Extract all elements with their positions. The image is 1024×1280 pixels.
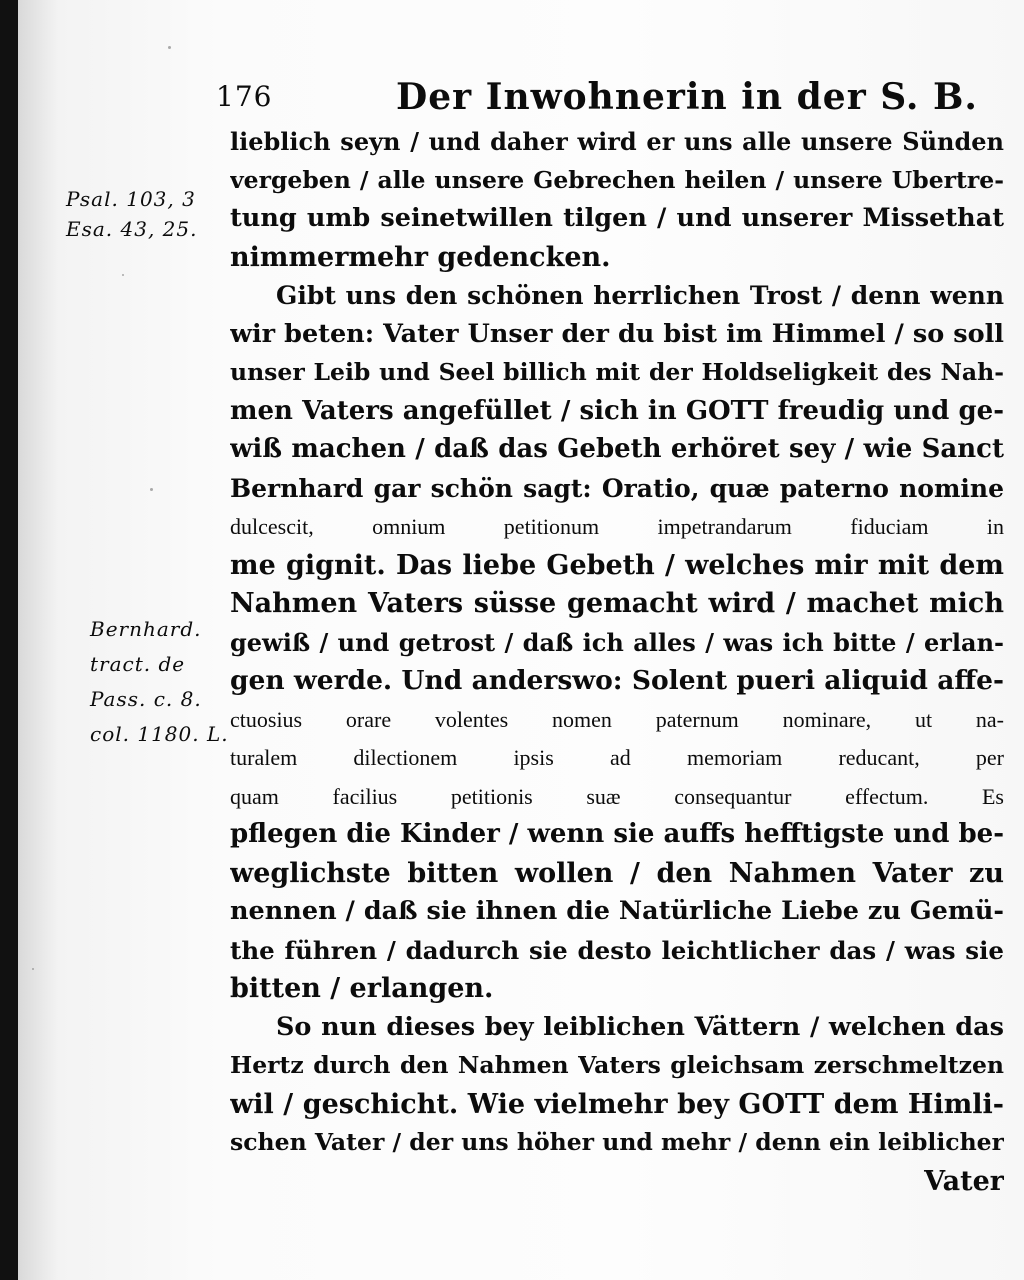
latin-quote-line: turalem dilectionem ipsis ad memoriam reducant, per bbox=[230, 745, 1004, 770]
text-line: gen werde. Und anderswo: Solent pueri aliquid affe- bbox=[230, 665, 1004, 696]
latin-quote-line: quam facilius petitionis suæ consequantur effectum. Es bbox=[230, 783, 1004, 809]
text-line: pflegen die Kinder / wenn sie auffs hefftigste und be- bbox=[230, 819, 1004, 849]
latin-quote-line: dulcescit, omnium petitionum impetrandarum fiduciam in bbox=[230, 514, 1004, 539]
text-line: tung umb seinetwillen tilgen / und unserer Missethat bbox=[230, 203, 1004, 233]
paragraph-first-line: Gibt uns den schönen herrlichen Trost / denn wenn bbox=[276, 281, 1004, 310]
page-header bbox=[216, 76, 996, 126]
text-line: wiß machen / daß das Gebeth erhöret sey / wie Sanct bbox=[230, 434, 1004, 464]
latin-quote-line: ctuosius orare volentes nomen paternum nominare, ut na- bbox=[230, 706, 1004, 732]
margin-note-line: Pass. c. 8. bbox=[90, 687, 202, 711]
margin-note-line: tract. de bbox=[90, 652, 186, 676]
catchword: Vater bbox=[924, 1165, 1004, 1197]
paper-speck bbox=[122, 274, 124, 276]
text-line: weglichste bitten wollen / den Nahmen Vater zu bbox=[230, 857, 1004, 889]
margin-note-line: Psal. 103, 3 bbox=[66, 187, 196, 211]
margin-note-psalm-isaiah bbox=[66, 184, 197, 244]
text-line: wil / geschicht. Wie vielmehr bey GOTT dem Himli- bbox=[230, 1088, 1004, 1120]
text-line: wir beten: Vater Unser der du bist im Himmel / so soll bbox=[230, 318, 1004, 349]
margin-note-line: Esa. 43, 25. bbox=[66, 217, 198, 241]
book-page bbox=[18, 0, 1024, 1280]
text-line: Nahmen Vaters süsse gemacht wird / machet mich bbox=[230, 588, 1004, 619]
body-text bbox=[230, 122, 1004, 1200]
margin-note-bernhard bbox=[90, 612, 229, 752]
running-title: Der Inwohnerin in der S. B. bbox=[396, 76, 978, 118]
margin-note-line: col. 1180. L. bbox=[90, 722, 229, 746]
page-number: 176 bbox=[216, 80, 273, 113]
margin-note-line: Bernhard. bbox=[90, 617, 202, 641]
text-line: nimmermehr gedencken. bbox=[230, 241, 611, 273]
text-line: Hertz durch den Nahmen Vaters gleichsam zerschmeltzen bbox=[230, 1051, 1004, 1079]
text-line: gewiß / und getrost / daß ich alles / was ich bitte / erlan- bbox=[230, 627, 1004, 657]
text-line: vergeben / alle unsere Gebrechen heilen / unsere Ubertre- bbox=[230, 165, 1004, 194]
text-line: Bernhard gar schön sagt: Oratio, quæ paterno nomine bbox=[230, 473, 1004, 503]
paper-speck bbox=[32, 968, 34, 970]
text-line: me gignit. Das liebe Gebeth / welches mir mit dem bbox=[230, 549, 1004, 581]
text-line: unser Leib und Seel billich mit der Holdseligkeit des Nah- bbox=[230, 358, 1004, 386]
paper-speck bbox=[168, 46, 171, 49]
text-line: the führen / dadurch sie desto leichtlicher das / was sie bbox=[230, 935, 1004, 965]
text-line: bitten / erlangen. bbox=[230, 973, 494, 1004]
paragraph-first-line: So nun dieses bey leiblichen Vättern / welchen das bbox=[276, 1011, 1004, 1042]
text-line: lieblich seyn / und daher wird er uns alle unsere Sünden bbox=[230, 127, 1004, 156]
text-line: schen Vater / der uns höher und mehr / denn ein leiblicher bbox=[230, 1128, 1004, 1156]
text-line: nennen / daß sie ihnen die Natürliche Liebe zu Gemü- bbox=[230, 896, 1004, 926]
paper-speck bbox=[150, 488, 153, 491]
text-line: men Vaters angefüllet / sich in GOTT freudig und ge- bbox=[230, 395, 1004, 426]
